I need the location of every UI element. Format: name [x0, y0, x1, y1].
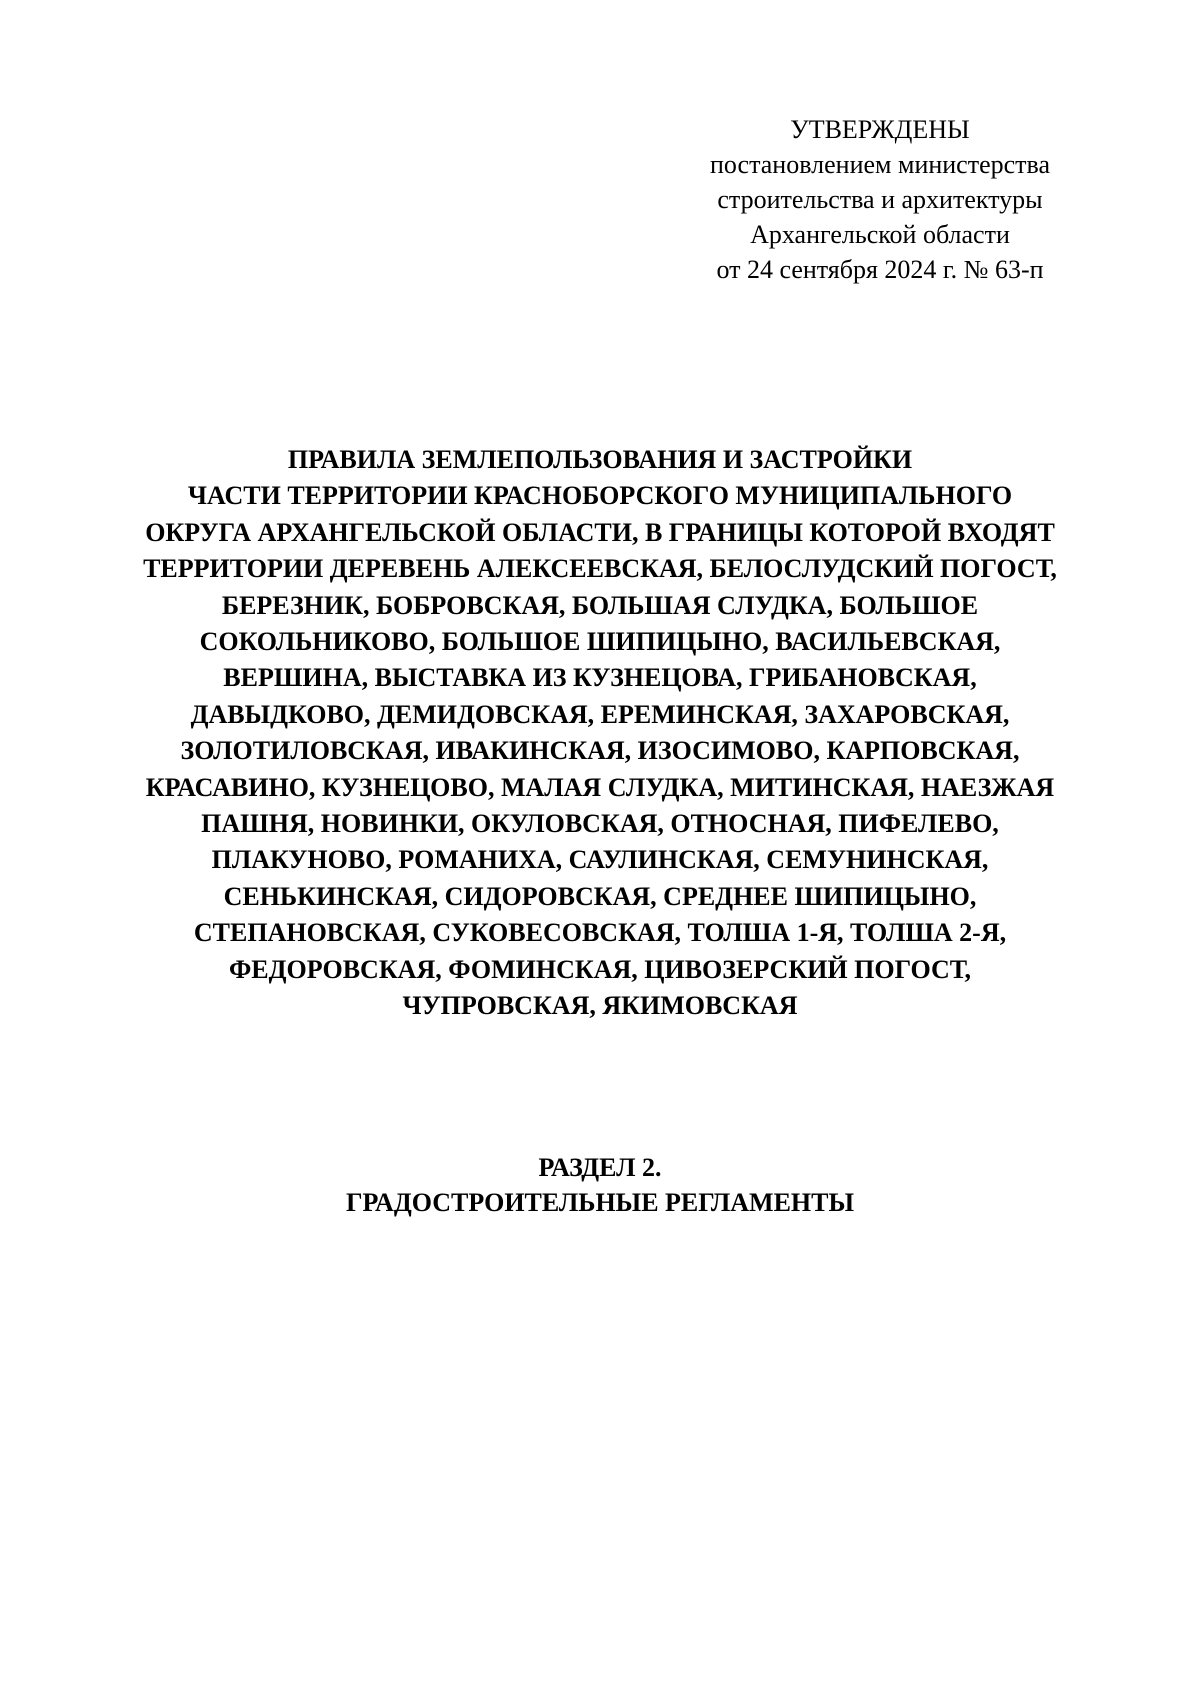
- title-line: БЕРЕЗНИК, БОБРОВСКАЯ, БОЛЬШАЯ СЛУДКА, БОЛЬШОЕ: [221, 590, 979, 620]
- section-number: РАЗДЕЛ 2.: [538, 1153, 662, 1182]
- section-name: ГРАДОСТРОИТЕЛЬНЫЕ РЕГЛАМЕНТЫ: [345, 1188, 855, 1217]
- title-line: СТЕПАНОВСКАЯ, СУКОВЕСОВСКАЯ, ТОЛША 1-Я, ТОЛША 2-Я,: [193, 918, 1007, 948]
- approval-line: строительства и архитектуры: [717, 185, 1043, 214]
- approval-heading: УТВЕРЖДЕНЫ: [790, 115, 970, 144]
- title-line: ПРАВИЛА ЗЕМЛЕПОЛЬЗОВАНИЯ И ЗАСТРОЙКИ: [287, 445, 913, 474]
- title-line: СОКОЛЬНИКОВО, БОЛЬШОЕ ШИПИЦЫНО, ВАСИЛЬЕВСКАЯ,: [199, 627, 1001, 657]
- title-line: ЗОЛОТИЛОВСКАЯ, ИВАКИНСКАЯ, ИЗОСИМОВО, КАРПОВСКАЯ,: [180, 736, 1020, 766]
- section-heading: [90, 1150, 1110, 1220]
- title-line: ТЕРРИТОРИИ ДЕРЕВЕНЬ АЛЕКСЕЕВСКАЯ, БЕЛОСЛУДСКИЙ ПОГОСТ,: [143, 554, 1057, 584]
- title-line: ПЛАКУНОВО, РОМАНИХА, САУЛИНСКАЯ, СЕМУНИНСКАЯ,: [211, 845, 989, 875]
- approval-line: Архангельской области: [750, 220, 1010, 249]
- title-line: ЧУПРОВСКАЯ, ЯКИМОВСКАЯ: [402, 991, 798, 1021]
- title-line: ФЕДОРОВСКАЯ, ФОМИНСКАЯ, ЦИВОЗЕРСКИЙ ПОГОСТ,: [228, 954, 972, 984]
- approval-stamp: [680, 112, 1080, 287]
- approval-line: постановлением министерства: [709, 150, 1051, 179]
- title-line: ДАВЫДКОВО, ДЕМИДОВСКАЯ, ЕРЕМИНСКАЯ, ЗАХАРОВСКАЯ,: [190, 699, 1010, 729]
- title-line: ПАШНЯ, НОВИНКИ, ОКУЛОВСКАЯ, ОТНОСНАЯ, ПИФЕЛЕВО,: [201, 809, 999, 839]
- title-line: ВЕРШИНА, ВЫСТАВКА ИЗ КУЗНЕЦОВА, ГРИБАНОВСКАЯ,: [223, 663, 977, 693]
- title-line: ОКРУГА АРХАНГЕЛЬСКОЙ ОБЛАСТИ, В ГРАНИЦЫ КОТОРОЙ ВХОДЯТ: [145, 517, 1055, 547]
- document-title: [90, 442, 1110, 1025]
- title-line: КРАСАВИНО, КУЗНЕЦОВО, МАЛАЯ СЛУДКА, МИТИНСКАЯ, НАЕЗЖАЯ: [145, 772, 1055, 802]
- approval-date-number: от 24 сентября 2024 г. № 63-п: [716, 255, 1044, 284]
- title-line: СЕНЬКИНСКАЯ, СИДОРОВСКАЯ, СРЕДНЕЕ ШИПИЦЫНО,: [223, 881, 977, 911]
- title-line: ЧАСТИ ТЕРРИТОРИИ КРАСНОБОРСКОГО МУНИЦИПАЛЬНОГО: [187, 481, 1013, 511]
